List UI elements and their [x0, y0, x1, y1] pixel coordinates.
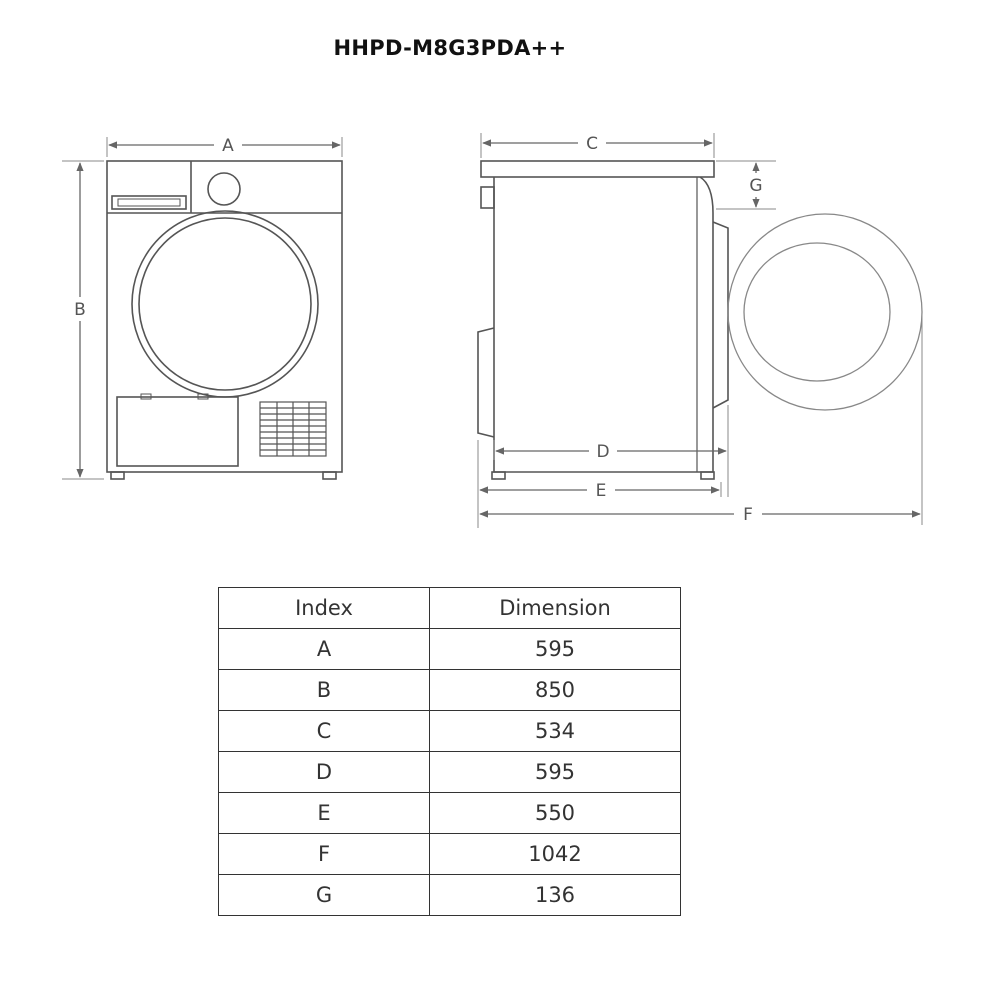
side-top: [481, 161, 714, 177]
table-row: [219, 752, 681, 793]
label-g: G: [749, 176, 763, 196]
cell-index: E: [219, 793, 430, 834]
cell-dimension: 550: [430, 793, 681, 834]
label-a: A: [222, 136, 234, 156]
side-foot-right: [701, 472, 714, 479]
cell-index: A: [219, 629, 430, 670]
label-c: C: [586, 134, 598, 154]
header-dimension: Dimension: [430, 588, 681, 629]
dimension-b: [62, 161, 104, 479]
cell-index: D: [219, 752, 430, 793]
front-body: [107, 161, 342, 472]
filter-cover: [117, 397, 238, 466]
label-e: E: [595, 481, 607, 501]
table-row: [219, 834, 681, 875]
table-row: [219, 670, 681, 711]
dimension-c: [481, 132, 714, 158]
table-row: [219, 793, 681, 834]
table-row: [219, 711, 681, 752]
cell-dimension: 595: [430, 752, 681, 793]
cell-dimension: 1042: [430, 834, 681, 875]
side-body: [494, 177, 713, 472]
water-tank-handle: [112, 196, 186, 209]
header-index: Index: [219, 588, 430, 629]
cell-index: C: [219, 711, 430, 752]
cell-index: F: [219, 834, 430, 875]
front-view: [107, 161, 342, 479]
label-d: D: [596, 442, 610, 462]
front-foot-right: [323, 472, 336, 479]
dimension-f: [480, 503, 920, 525]
side-view: [478, 161, 728, 479]
model-title: HHPD-M8G3PDA++: [333, 36, 567, 60]
cell-index: B: [219, 670, 430, 711]
door-swing: [728, 214, 922, 525]
cell-dimension: 136: [430, 875, 681, 916]
label-f: F: [743, 505, 753, 525]
dimension-a: [107, 134, 342, 157]
program-knob-icon: [208, 173, 240, 205]
table-header-row: [219, 588, 681, 629]
back-bracket: [481, 187, 494, 208]
side-foot-left: [492, 472, 505, 479]
table-row: [219, 629, 681, 670]
door-inner: [139, 218, 311, 390]
door-outer: [132, 211, 318, 397]
dimension-g: [716, 161, 776, 209]
vent-grille: [260, 402, 326, 456]
cell-dimension: 534: [430, 711, 681, 752]
dimension-table: [218, 587, 681, 916]
label-b: B: [74, 300, 86, 320]
cell-index: G: [219, 875, 430, 916]
cell-dimension: 850: [430, 670, 681, 711]
cell-dimension: 595: [430, 629, 681, 670]
open-door-profile: [713, 222, 728, 408]
front-foot-left: [111, 472, 124, 479]
table-row: [219, 875, 681, 916]
rear-bulge: [478, 328, 494, 437]
